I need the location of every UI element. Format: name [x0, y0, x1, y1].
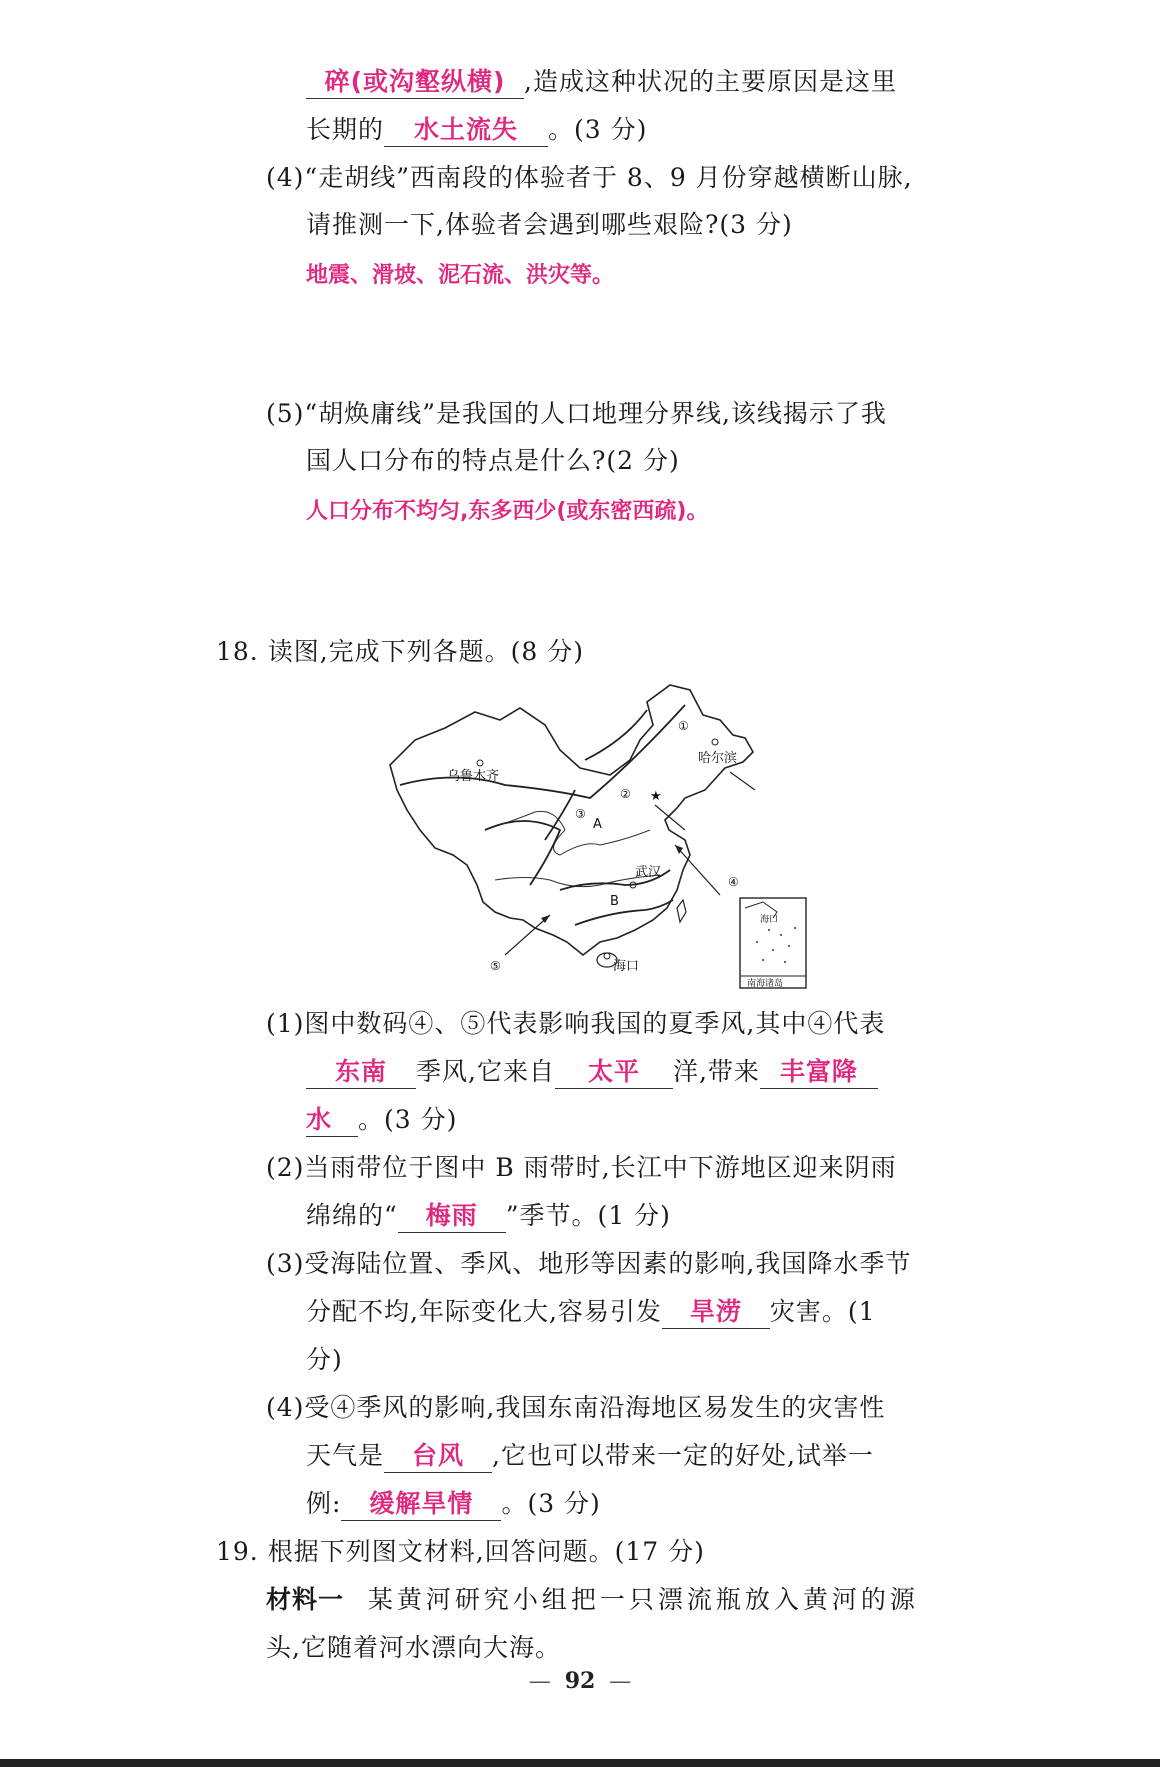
south-sea-inset [740, 898, 806, 988]
haikou-marker [604, 953, 610, 959]
answer-blank: 缓解旱情 [341, 1488, 501, 1521]
page-number: — 92 — [528, 1668, 632, 1694]
harbin-label: 哈尔滨 [698, 751, 738, 766]
q18-title: 18. 读图,完成下列各题。(8 分) [216, 637, 585, 666]
q17-part5-line1: (5)“胡焕庸线”是我国的人口地理分界线,该线揭示了我 [266, 399, 887, 428]
label-1: ① [678, 719, 689, 733]
answer-blank: 太平 [555, 1056, 673, 1089]
q19-title: 19. 根据下列图文材料,回答问题。(17 分) [216, 1537, 705, 1566]
line-2 [400, 705, 685, 798]
answer-blank: 水 [306, 1104, 358, 1137]
text: 灾害。(1 [769, 1297, 876, 1326]
text: 洋,带来 [672, 1057, 760, 1086]
text: 分配不均,年际变化大,容易引发 [306, 1297, 662, 1326]
text: 绵绵的“ [306, 1201, 398, 1230]
line-1 [585, 710, 647, 760]
label-4: ④ [728, 875, 739, 889]
text: 。(3 分) [548, 115, 648, 144]
text: 例: [306, 1489, 342, 1518]
inset-haikou-label: 海口 [760, 915, 779, 925]
line-3 [545, 790, 575, 840]
label-B: B [610, 894, 619, 909]
arrow-4 [675, 845, 720, 895]
text: 天气是 [306, 1441, 385, 1470]
q17-part4-line1: (4)“走胡线”西南段的体验者于 8、9 月份穿越横断山脉, [266, 163, 913, 192]
q18-part1-line2 [306, 1054, 878, 1090]
haikou-label: 海口 [613, 959, 640, 974]
material-label: 材料一 [266, 1585, 345, 1614]
star-beijing: ★ [650, 789, 662, 804]
answer-blank: 东南 [306, 1056, 416, 1089]
q18-part4-line3 [306, 1486, 601, 1522]
answer-blank: 水土流失 [384, 114, 548, 147]
wuhan-label: 武汉 [635, 865, 662, 880]
q17-line1 [306, 64, 897, 100]
label-A: A [593, 817, 602, 832]
label-3: ③ [575, 807, 586, 821]
answer-blank: 旱涝 [662, 1296, 770, 1329]
answer-blank: 梅雨 [398, 1200, 506, 1233]
text: 。(3 分) [501, 1489, 601, 1518]
q18-part2-line2 [306, 1198, 671, 1234]
text: 。(3 分) [358, 1105, 458, 1134]
urumqi-marker [477, 760, 483, 766]
text: ,它也可以带来一定的好处,试举一 [492, 1441, 874, 1470]
q18-part4-line1: (4)受④季风的影响,我国东南沿海地区易发生的灾害性 [266, 1393, 886, 1422]
yellow-river [485, 811, 650, 855]
bottom-bar [0, 1759, 1160, 1767]
harbin-marker [712, 739, 718, 745]
q18-part3-line1: (3)受海陆位置、季风、地形等因素的影响,我国降水季节 [266, 1249, 912, 1278]
text: 某黄河研究小组把一只漂流瓶放入黄河的源 [367, 1585, 919, 1614]
china-outline [390, 685, 753, 955]
page-number-value: 92 [564, 1668, 596, 1694]
text: 季风,它来自 [416, 1057, 555, 1086]
taiwan [677, 900, 686, 922]
q18-part4-line2 [306, 1438, 874, 1474]
q19-material-line1 [266, 1582, 919, 1618]
arrow-northeast [730, 772, 755, 790]
q17-part4-answer: 地震、滑坡、泥石流、洪灾等。 [306, 263, 615, 288]
q19-material-line2: 头,它随着河水漂向大海。 [266, 1633, 561, 1662]
label-5: ⑤ [490, 959, 501, 973]
line-a-west [485, 821, 560, 885]
arrow-4b [655, 805, 685, 830]
answer-blank: 丰富降 [760, 1056, 878, 1089]
q17-part5-answer: 人口分布不均匀,东多西少(或东密西疏)。 [306, 499, 709, 524]
answer-blank: 碎(或沟壑纵横) [306, 66, 524, 99]
q17-part5-line2: 国人口分布的特点是什么?(2 分) [306, 446, 680, 475]
arrow-5 [505, 915, 550, 955]
answer-blank: 台风 [384, 1440, 492, 1473]
text: ”季节。(1 分) [505, 1201, 671, 1230]
q17-part4-line2: 请推测一下,体验者会遇到哪些艰险?(3 分) [306, 210, 793, 239]
line-b-south [575, 900, 673, 925]
south-sea-label: 南海诸岛 [747, 979, 784, 989]
urumqi-label: 乌鲁木齐 [447, 769, 500, 784]
q18-part1-line1: (1)图中数码④、⑤代表影响我国的夏季风,其中④代表 [266, 1009, 886, 1038]
text: ,造成这种状况的主要原因是这里 [524, 67, 897, 96]
q18-part3-line2 [306, 1294, 876, 1330]
q18-part1-line3 [306, 1102, 457, 1138]
q17-line2 [306, 112, 647, 148]
text: 长期的 [306, 115, 385, 144]
china-monsoon-map [385, 680, 810, 992]
q18-part2-line1: (2)当雨带位于图中 B 雨带时,长江中下游地区迎来阴雨 [266, 1153, 897, 1182]
q18-part3-line3: 分) [306, 1345, 343, 1374]
label-2: ② [620, 787, 631, 801]
